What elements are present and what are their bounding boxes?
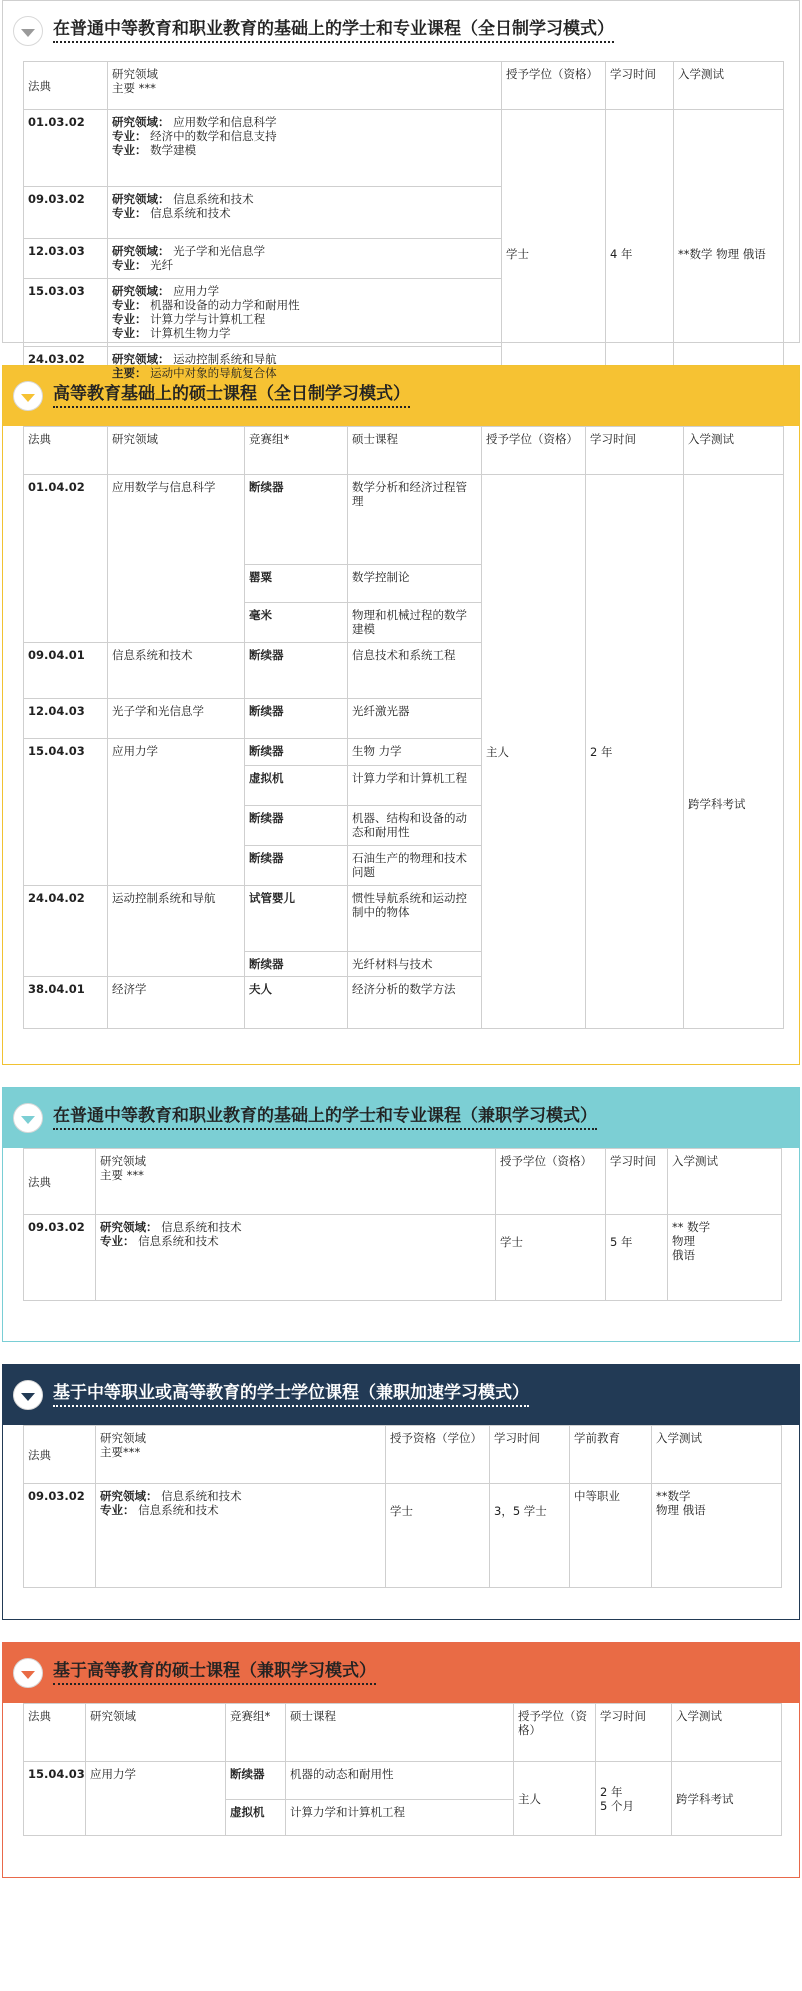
row-program: 生物 力学	[348, 739, 482, 766]
row-area: 信息系统和技术	[108, 643, 245, 699]
row-group: 虚拟机	[226, 1800, 286, 1836]
header-exam: 入学测试	[684, 427, 784, 475]
table-row	[24, 475, 784, 565]
row-group: 罂粟	[245, 565, 348, 603]
row-program: 经济分析的数学方法	[348, 977, 482, 1029]
row-code: 09.03.02	[24, 1215, 96, 1301]
exam-cell: ** 数学 物理 俄语	[668, 1215, 782, 1301]
table-header-row	[24, 1149, 782, 1215]
table-row	[24, 1215, 782, 1301]
row-area: 应用力学	[108, 739, 245, 886]
header-area: 研究领域 主要 ***	[96, 1149, 496, 1215]
table-header-row	[24, 1704, 782, 1762]
program-table	[23, 1425, 782, 1588]
row-code: 09.03.02	[24, 187, 108, 239]
row-group: 断续器	[245, 643, 348, 699]
row-area: 研究领域： 光子学和光信息学 专业： 光纤	[108, 239, 502, 279]
exam-cell: **数学 物理 俄语	[652, 1484, 782, 1588]
row-group: 断续器	[245, 699, 348, 739]
section-header[interactable]	[3, 1, 799, 61]
row-program: 机器的动态和耐用性	[286, 1762, 514, 1800]
row-program: 计算力学和计算机工程	[286, 1800, 514, 1836]
row-program: 光纤材料与技术	[348, 952, 482, 977]
degree-cell: 主人	[514, 1762, 596, 1836]
row-program: 惯性导航系统和运动控制中的物体	[348, 886, 482, 952]
header-code: 法典	[24, 1704, 86, 1762]
row-code: 38.04.01	[24, 977, 108, 1029]
row-group: 断续器	[245, 806, 348, 846]
header-time: 学习时间	[596, 1704, 672, 1762]
header-area: 研究领域 主要 ***	[108, 62, 502, 110]
time-cell: 2 年 5 个月	[596, 1762, 672, 1836]
section-title[interactable]: 基于中等职业或高等教育的学士学位课程（兼职加速学习模式）	[53, 1383, 529, 1407]
row-area: 光子学和光信息学	[108, 699, 245, 739]
header-program: 硕士课程	[286, 1704, 514, 1762]
row-group: 断续器	[245, 739, 348, 766]
time-cell: 2 年	[586, 475, 684, 1029]
time-cell: 4 年	[606, 110, 674, 399]
section-title[interactable]: 高等教育基础上的硕士课程（全日制学习模式）	[53, 384, 410, 408]
header-area: 研究领域 主要***	[96, 1426, 386, 1484]
section-header[interactable]	[3, 1643, 799, 1703]
row-area: 研究领域： 运动控制系统和导航 主要： 运动中对象的导航复合体	[108, 347, 502, 399]
row-group: 断续器	[245, 846, 348, 886]
header-degree: 授予学位（资格）	[514, 1704, 596, 1762]
degree-cell: 主人	[482, 475, 586, 1029]
header-exam: 入学测试	[668, 1149, 782, 1215]
program-table	[23, 426, 784, 1029]
header-degree: 授予资格（学位）	[386, 1426, 490, 1484]
header-area: 研究领域	[108, 427, 245, 475]
row-program: 物理和机械过程的数学建模	[348, 603, 482, 643]
exam-cell: 跨学科考试	[672, 1762, 782, 1836]
row-program: 计算力学和计算机工程	[348, 766, 482, 806]
header-group: 竞赛组*	[245, 427, 348, 475]
section-bachelor-parttime	[2, 1087, 800, 1342]
row-code: 24.03.02	[24, 347, 108, 399]
header-degree: 授予学位（资格）	[482, 427, 586, 475]
header-time: 学习时间	[490, 1426, 570, 1484]
table-header-row	[24, 1426, 782, 1484]
header-code: 法典	[24, 427, 108, 475]
row-code: 15.04.03	[24, 739, 108, 886]
row-area: 研究领域： 应用力学 专业： 机器和设备的动力学和耐用性 专业： 计算力学与计算机工程 专业： 计算机生物力学	[108, 279, 502, 347]
section-bachelor-fulltime	[2, 0, 800, 380]
row-code: 09.04.01	[24, 643, 108, 699]
table-row	[24, 110, 784, 187]
time-cell: 5 年	[606, 1215, 668, 1301]
section-master-fulltime	[2, 365, 800, 1065]
row-group: 试管婴儿	[245, 886, 348, 952]
table-row	[24, 1484, 782, 1588]
section-title[interactable]: 在普通中等教育和职业教育的基础上的学士和专业课程（全日制学习模式）	[53, 19, 614, 43]
section-bachelor-accelerated	[2, 1364, 800, 1620]
row-group: 夫人	[245, 977, 348, 1029]
row-area: 应用力学	[86, 1762, 226, 1836]
section-master-parttime	[2, 1642, 800, 1878]
row-program: 光纤激光器	[348, 699, 482, 739]
table-row	[24, 1762, 782, 1800]
row-program: 数学控制论	[348, 565, 482, 603]
row-code: 01.03.02	[24, 110, 108, 187]
row-code: 12.03.03	[24, 239, 108, 279]
row-code: 01.04.02	[24, 475, 108, 643]
chevron-down-icon[interactable]	[13, 1103, 43, 1133]
header-degree: 授予学位（资格）	[502, 62, 606, 110]
prior-cell: 中等职业	[570, 1484, 652, 1588]
row-group: 断续器	[245, 952, 348, 977]
row-group: 虚拟机	[245, 766, 348, 806]
chevron-down-icon[interactable]	[13, 16, 43, 46]
section-title[interactable]: 在普通中等教育和职业教育的基础上的学士和专业课程（兼职学习模式）	[53, 1106, 597, 1130]
header-group: 竞赛组*	[226, 1704, 286, 1762]
row-program: 数学分析和经济过程管理	[348, 475, 482, 565]
chevron-down-icon[interactable]	[13, 1658, 43, 1688]
section-header[interactable]	[3, 1088, 799, 1148]
header-program: 硕士课程	[348, 427, 482, 475]
chevron-down-icon[interactable]	[13, 1380, 43, 1410]
program-table	[23, 61, 784, 399]
row-area: 经济学	[108, 977, 245, 1029]
table-header-row	[24, 427, 784, 475]
table-header-row	[24, 62, 784, 110]
section-header[interactable]	[3, 1365, 799, 1425]
row-program: 石油生产的物理和技术问题	[348, 846, 482, 886]
row-area: 研究领域： 信息系统和技术 专业： 信息系统和技术	[96, 1215, 496, 1301]
row-program: 信息技术和系统工程	[348, 643, 482, 699]
row-code: 15.04.03	[24, 1762, 86, 1836]
header-exam: 入学测试	[672, 1704, 782, 1762]
row-group: 断续器	[226, 1762, 286, 1800]
program-table	[23, 1148, 782, 1301]
row-code: 09.03.02	[24, 1484, 96, 1588]
header-exam: 入学测试	[674, 62, 784, 110]
degree-cell: 学士	[496, 1215, 606, 1301]
degree-cell: 学士	[502, 110, 606, 399]
header-exam: 入学测试	[652, 1426, 782, 1484]
header-time: 学习时间	[586, 427, 684, 475]
header-code: 法典	[24, 62, 108, 110]
header-area: 研究领域	[86, 1704, 226, 1762]
header-degree: 授予学位（资格）	[496, 1149, 606, 1215]
row-code: 12.04.03	[24, 699, 108, 739]
header-time: 学习时间	[606, 62, 674, 110]
program-table	[23, 1703, 782, 1836]
row-code: 24.04.02	[24, 886, 108, 977]
row-area: 研究领域： 应用数学和信息科学 专业： 经济中的数学和信息支持 专业： 数学建模	[108, 110, 502, 187]
chevron-down-icon[interactable]	[13, 381, 43, 411]
row-program: 机器、结构和设备的动态和耐用性	[348, 806, 482, 846]
section-title[interactable]: 基于高等教育的硕士课程（兼职学习模式）	[53, 1661, 376, 1685]
header-code: 法典	[24, 1426, 96, 1484]
degree-cell: 学士	[386, 1484, 490, 1588]
row-area: 运动控制系统和导航	[108, 886, 245, 977]
exam-cell: **数学 物理 俄语	[674, 110, 784, 399]
row-code: 15.03.03	[24, 279, 108, 347]
header-time: 学习时间	[606, 1149, 668, 1215]
time-cell: 3，5 学士	[490, 1484, 570, 1588]
row-area: 研究领域： 信息系统和技术 专业： 信息系统和技术	[96, 1484, 386, 1588]
row-area: 研究领域： 信息系统和技术 专业： 信息系统和技术	[108, 187, 502, 239]
exam-cell: 跨学科考试	[684, 475, 784, 1029]
header-code: 法典	[24, 1149, 96, 1215]
row-group: 毫米	[245, 603, 348, 643]
row-area: 应用数学与信息科学	[108, 475, 245, 643]
header-prior: 学前教育	[570, 1426, 652, 1484]
row-group: 断续器	[245, 475, 348, 565]
